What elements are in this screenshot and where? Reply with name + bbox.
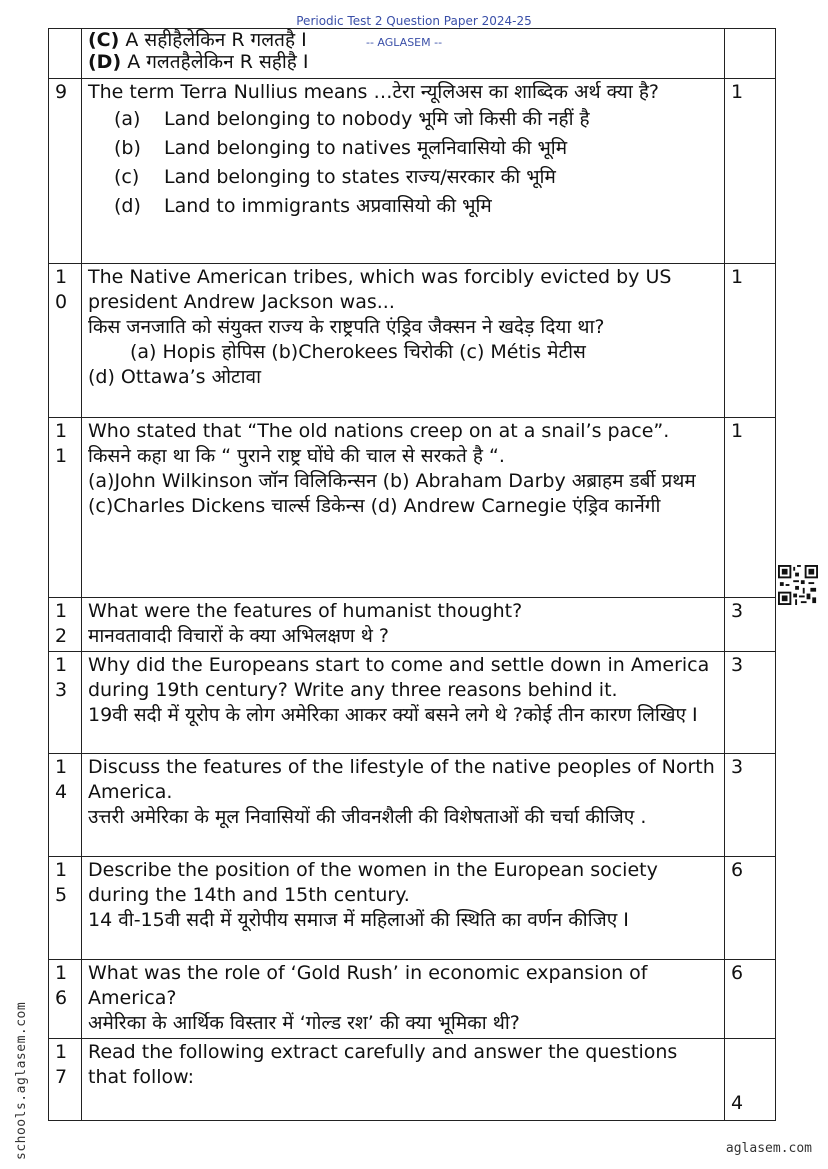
- qr-code-icon: [778, 565, 818, 605]
- page-header-title: Periodic Test 2 Question Paper 2024-25: [296, 14, 532, 28]
- question-number-cell: 1 7: [49, 1039, 82, 1121]
- marks-cell: 3: [725, 598, 776, 652]
- question-number-cell: 1 5: [49, 857, 82, 960]
- option-text: A गलतहैलेकिन R सहीहै I: [127, 51, 309, 73]
- question-number-cell: 1 4: [49, 754, 82, 857]
- marks-cell: 1: [725, 264, 776, 418]
- table-row: [49, 264, 776, 418]
- question-text-cell: Why did the Europeans start to come and settle down in America during 19th century? Write any three reasons behind it. 19वी सदी में यूरोप के लोग अमेरिका आकर क्यों बसने लगे थे ?कोई तीन कारण लिखिए I: [82, 652, 725, 754]
- question-number-cell: 1 1: [49, 418, 82, 598]
- marks-cell: 6: [725, 857, 776, 960]
- table-row: [49, 652, 776, 754]
- question-number-cell: 1 3: [49, 652, 82, 754]
- option-label: (C): [88, 29, 120, 51]
- option-row: (b) Land belonging to natives मूलनिवासियो की भूमि: [114, 137, 568, 159]
- question-text-cell: Describe the position of the women in the European society during the 14th and 15th century. 14 वी-15वी सदी में यूरोपीय समाज में महिलाओं की स्थिति का वर्णन कीजिए I: [82, 857, 725, 960]
- option-row: (c) Land belonging to states राज्य/सरकार की भूमि: [114, 166, 556, 188]
- question-text-cell: What was the role of ‘Gold Rush’ in economic expansion of America? अमेरिका के आर्थिक विस्तार में ‘गोल्ड रश’ की क्या भूमिका थी?: [82, 960, 725, 1039]
- option-text: A सहीहैलेकिन R गलतहै I: [125, 29, 307, 51]
- question-text-cell: [82, 79, 725, 264]
- side-watermark: schools.aglasem.com: [14, 1001, 29, 1160]
- question-text-cell: Who stated that “The old nations creep on at a snail’s pace”. किसने कहा था कि “ पुराने राष्ट्र घोंघे की चाल से सरकते है “. (a)John Wilkinson जॉन विलिकिन्सन (b) Abraham Darby अब्राहम डर्बी प्रथम (c)Charles Dickens चार्ल्स डिकेन्स (d) Andrew Carnegie एंड्रिव कार्नेगी: [82, 418, 725, 598]
- question-text-cell: [82, 29, 725, 79]
- marks-cell: 4: [725, 1039, 776, 1121]
- question-number-cell: [49, 29, 82, 79]
- question-text-cell: Discuss the features of the lifestyle of the native peoples of North America. उत्तरी अमेरिका के मूल निवासियों की जीवनशैली की विशेषताओं की चर्चा कीजिए .: [82, 754, 725, 857]
- question-text: The term Terra Nullius means …टेरा न्यूलिअस का शाब्दिक अर्थ क्या है?: [88, 81, 659, 103]
- page-header-source: -- AGLASEM --: [366, 36, 443, 49]
- table-row: [49, 857, 776, 960]
- marks-cell: 3: [725, 754, 776, 857]
- table-row: [49, 418, 776, 598]
- question-table: [48, 28, 776, 1121]
- footer-watermark: aglasem.com: [725, 1141, 812, 1156]
- question-number-cell: 9: [49, 79, 82, 264]
- question-number-cell: 1 2: [49, 598, 82, 652]
- question-text-cell: What were the features of humanist thought? मानवतावादी विचारों के क्या अभिलक्षण थे ?: [82, 598, 725, 652]
- table-row: [49, 598, 776, 652]
- table-row: [49, 79, 776, 264]
- marks-cell: 3: [725, 652, 776, 754]
- marks-cell: [725, 29, 776, 79]
- table-row: [49, 754, 776, 857]
- question-number-cell: 1 6: [49, 960, 82, 1039]
- option-row: (d) Land to immigrants अप्रवासियो की भूमि: [114, 195, 492, 217]
- option-row: (a) Land belonging to nobody भूमि जो किसी की नहीं है: [114, 108, 590, 130]
- question-number-cell: 1 0: [49, 264, 82, 418]
- table-row: [49, 960, 776, 1039]
- marks-cell: 1: [725, 79, 776, 264]
- table-row: [49, 1039, 776, 1121]
- question-text-cell: The Native American tribes, which was forcibly evicted by US president Andrew Jackson was... किस जनजाति को संयुक्त राज्य के राष्ट्रपति एंड्रिव जैक्सन ने खदेड़ दिया था? (a) Hopis होपिस (b)Cherokees चिरोकी (c) Métis मेटीस (d) Ottawa’s ओटावा: [82, 264, 725, 418]
- table-row: [49, 29, 776, 79]
- option-label: (D): [88, 51, 122, 73]
- marks-cell: 1: [725, 418, 776, 598]
- marks-cell: 6: [725, 960, 776, 1039]
- question-text-cell: Read the following extract carefully and answer the questions that follow:: [82, 1039, 725, 1121]
